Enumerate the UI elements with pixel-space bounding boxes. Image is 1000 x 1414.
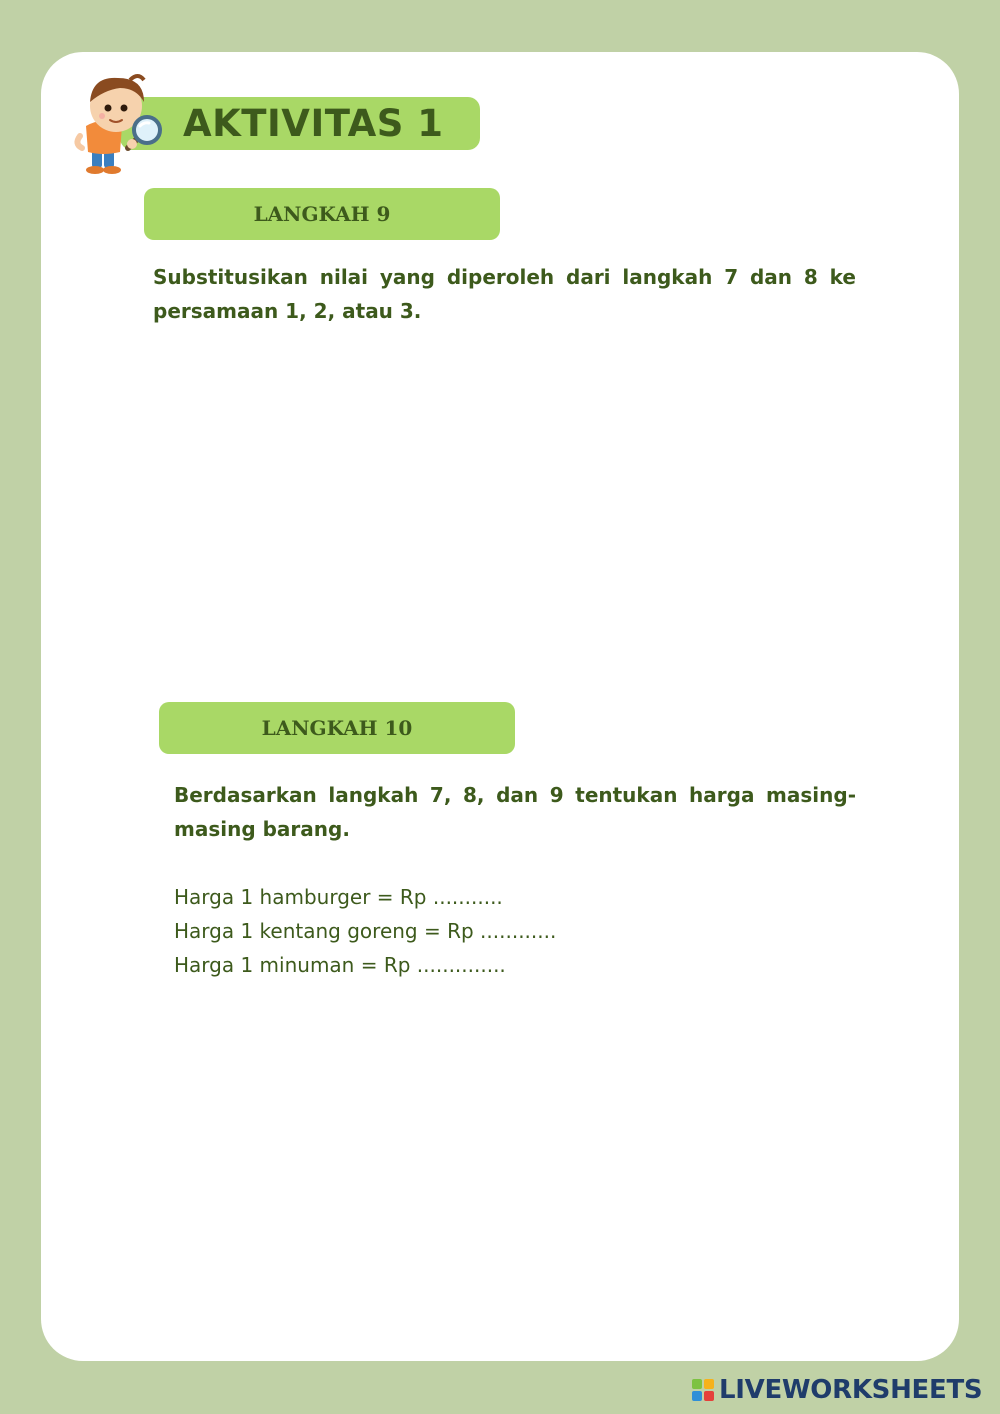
step-10-instruction: Berdasarkan langkah 7, 8, dan 9 tentukan harga masing-masing barang. <box>174 783 856 841</box>
answer-fries-price[interactable]: Harga 1 kentang goreng = Rp ............ <box>174 919 557 943</box>
answer-list <box>174 880 556 982</box>
brand-name: LIVEWORKSHEETS <box>719 1375 983 1405</box>
liveworksheets-logo-icon <box>691 1378 715 1402</box>
step-10-label: LANGKAH 10 <box>159 702 515 754</box>
kid-magnifier-icon <box>70 66 170 178</box>
answer-hamburger-price[interactable]: Harga 1 hamburger = Rp ........... <box>174 885 503 909</box>
step-9-label: LANGKAH 9 <box>144 188 500 240</box>
answer-drink-price[interactable]: Harga 1 minuman = Rp .............. <box>174 953 506 977</box>
footer-branding <box>691 1372 982 1408</box>
step-9-instruction: Substitusikan nilai yang diperoleh dari langkah 7 dan 8 ke persamaan 1, 2, atau 3. <box>153 265 856 323</box>
page-title: AKTIVITAS 1 <box>183 102 444 145</box>
